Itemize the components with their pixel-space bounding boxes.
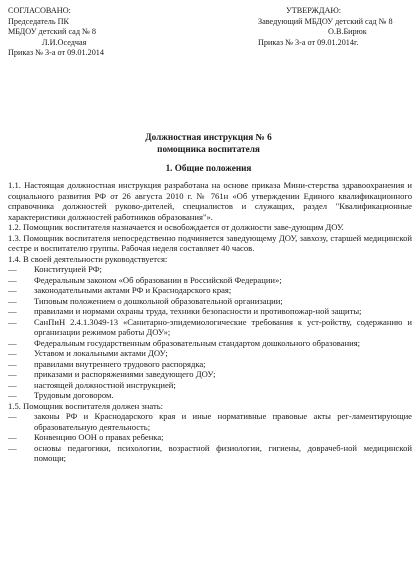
list-item: — законы РФ и Краснодарского края и иные нормативные правовые акты рег-ламентирующие образовательную деятельность; — [8, 411, 412, 432]
approval-block-approved — [258, 6, 414, 48]
document-body — [8, 180, 412, 464]
list-item: — Конвенцию ООН о правах ребенка; — [8, 432, 164, 442]
section-title: 1. Общие положения — [165, 163, 252, 173]
agreed-heading: СОГЛАСОВАНО: — [8, 6, 71, 15]
list-item: — настоящей должностной инструкцией; — [8, 379, 176, 390]
list-item: — Трудовым договором. — [8, 390, 114, 400]
paragraph-1-2: 1.2. Помощник воспитателя назначается и освобождается от должности заве-дующим ДОУ. — [8, 222, 344, 232]
list-item: — правилами и нормами охраны труда, техники безопасности и противопожар-ной защиты; — [8, 306, 362, 316]
agreed-organization: МБДОУ детский сад № 8 — [8, 27, 96, 37]
agreed-signature-name: Л.И.Оседчая — [42, 37, 87, 47]
agreed-order: Приказ № 3-а от 09.01.2014 — [8, 48, 104, 58]
agreed-position: Председатель ПК — [8, 16, 69, 26]
approval-block-agreed — [8, 6, 198, 59]
list-item: — СанПиН 2.4.1.3049-13 «Санитарно-эпидемиологические требования к уст-ройству, содержанию и организации режимом работы ДОУ»; — [8, 316, 412, 337]
paragraph-1-3: 1.3. Помощник воспитателя непосредственно подчиняется заведующему ДОУ, завхозу, старшей медицинской сестре и воспитателю группы. Рабочая неделя составляет 40 часов. — [8, 232, 412, 253]
paragraph-1-5: 1.5. Помощник воспитателя должен знать: — [8, 400, 164, 411]
list-item: — приказами и распоряжениями заведующего ДОУ; — [8, 369, 216, 379]
guided-by-list — [8, 264, 412, 401]
paragraph-1-4: 1.4. В своей деятельности руководствуется: — [8, 253, 168, 264]
approved-order: Приказ № 3-а от 09.01.2014г. — [258, 37, 359, 47]
title-line-1: Должностная инструкция № 6 — [145, 132, 272, 142]
list-item: — законодательными актами РФ и Краснодарского края; — [8, 285, 232, 295]
list-item: — Федеральным государственным образовательным стандартом дошкольного образования; — [8, 337, 361, 348]
approved-signature-name: О.В.Бирюк — [328, 27, 367, 37]
list-item: — Федеральным законом «Об образовании в Российской Федерации»; — [8, 274, 282, 285]
document-title — [0, 132, 417, 155]
list-item: — правилами внутреннего трудового распорядка; — [8, 358, 206, 369]
must-know-list — [8, 411, 412, 464]
approved-heading: УТВЕРЖДАЮ: — [286, 6, 342, 15]
title-line-2: помощника воспитателя — [157, 143, 260, 154]
list-item: — основы педагогики, психологии, возрастной физиологии, гигиены, доврачеб-ной медицинской помощи; — [8, 442, 412, 463]
paragraph-1-1: 1.1. Настоящая должностная инструкция разработана на основе приказа Мини-стерства здравоохранения и социального развития РФ от 26 августа 2010 г. № 761н «Об утверждении Единого квалификационного справочника должностей руково-дителей, специалистов и служащих, раздел "Квалификационные характеристики должностей работников образования"». — [8, 180, 412, 222]
approved-position: Заведующий МБДОУ детский сад № 8 — [258, 16, 393, 26]
list-item: — Типовым положением о дошкольной образовательной организации; — [8, 295, 283, 306]
list-item: — Конституцией РФ; — [8, 264, 102, 274]
list-item: — Уставом и локальными актами ДОУ; — [8, 348, 168, 358]
